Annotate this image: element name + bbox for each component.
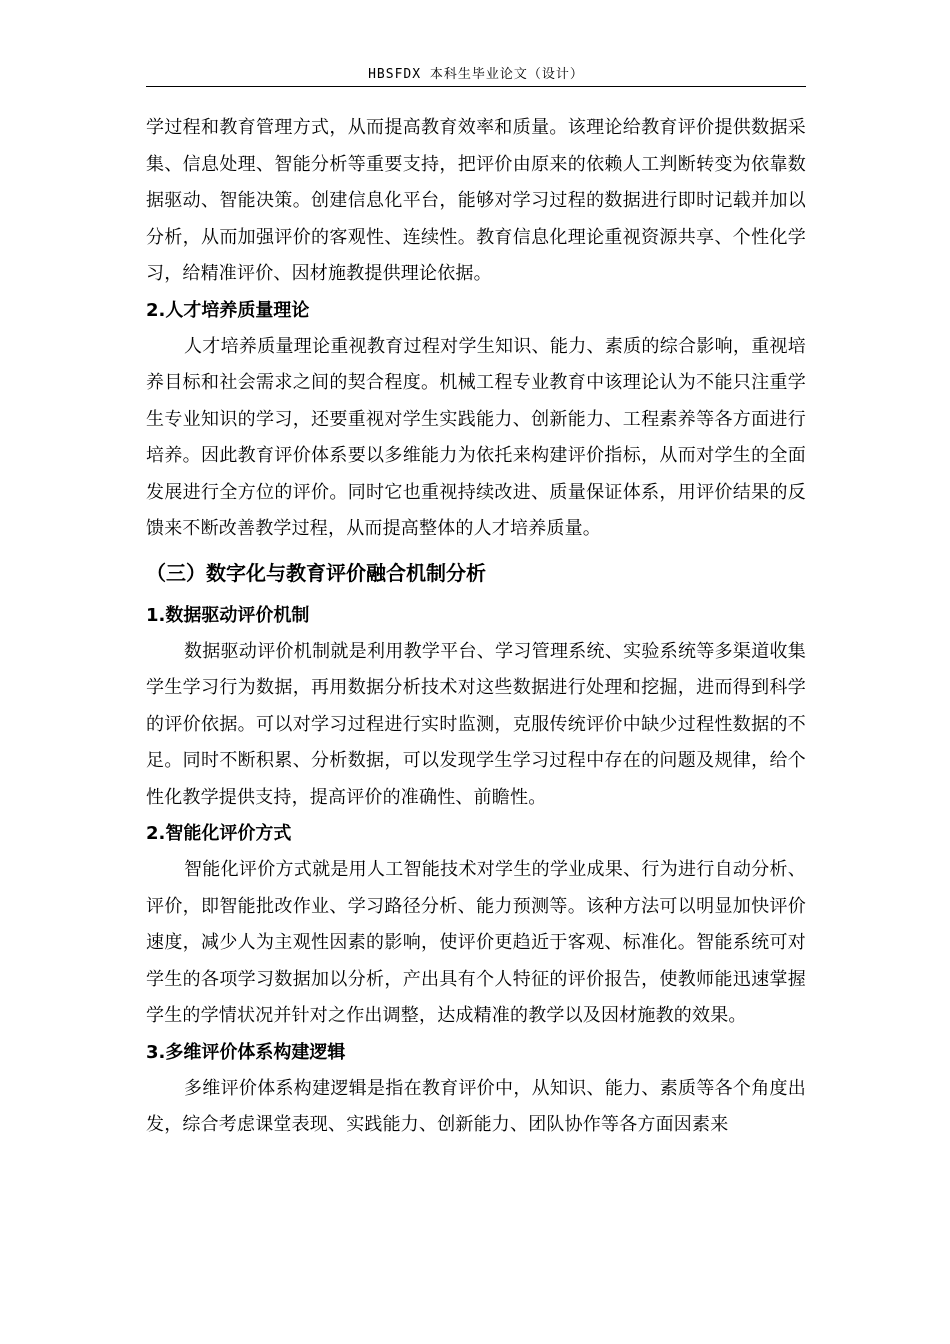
heading-smart-evaluation: 2.智能化评价方式 [146,823,292,844]
paragraph-talent-quality: 人才培养质量理论重视教育过程对学生知识、能力、素质的综合影响，重视培养目标和社会需求之间的契合程度。机械工程专业教育中该理论认为不能只注重学生专业知识的学习，还要重视对学生实践能力、创新能力、工程素养等各方面进行培养。因此教育评价体系要以多维能力为依托来构建评价指标，从而对学生的全面发展进行全方位的评价。同时它也重视持续改进、质量保证体系，用评价结果的反馈来不断改善教学过程，从而提高整体的人才培养质量。 [146,335,806,539]
heading-section-3: （三）数字化与教育评价融合机制分析 [146,560,486,585]
paragraph-smart-evaluation: 智能化评价方式就是用人工智能技术对学生的学业成果、行为进行自动分析、评价，即智能批改作业、学习路径分析、能力预测等。该种方法可以明显加快评价速度，减少人为主观性因素的影响，使评价更趋近于客观、标准化。智能系统可对学生的各项学习数据加以分析，产出具有个人特征的评价报告，使教师能迅速掌握学生的学情状况并针对之作出调整，达成精准的教学以及因材施教的效果。 [146,859,806,1026]
header-rule [146,86,806,87]
paragraph-data-driven: 数据驱动评价机制就是利用教学平台、学习管理系统、实验系统等多渠道收集学生学习行为数据，再用数据分析技术对这些数据进行处理和挖掘，进而得到科学的评价依据。可以对学习过程进行实时监测，克服传统评价中缺少过程性数据的不足。同时不断积累、分析数据，可以发现学生学习过程中存在的问题及规律，给个性化教学提供支持，提高评价的准确性、前瞻性。 [146,640,806,808]
heading-data-driven: 1.数据驱动评价机制 [146,604,310,626]
paragraph-info-theory: 学过程和教育管理方式，从而提高教育效率和质量。该理论给教育评价提供数据采集、信息处理、智能分析等重要支持，把评价由原来的依赖人工判断转变为依靠数据驱动、智能决策。创建信息化平台，能够对学习过程的数据进行即时记载并加以分析，从而加强评价的客观性、连续性。教育信息化理论重视资源共享、个性化学习，给精准评价、因材施教提供理论依据。 [146,117,806,284]
heading-talent-quality-theory: 2.人才培养质量理论 [146,299,310,321]
running-header: HBSFDX 本科生毕业论文（设计） [368,67,584,82]
paragraph-multi-dimension: 多维评价体系构建逻辑是指在教育评价中，从知识、能力、素质等各个角度出发，综合考虑课堂表现、实践能力、创新能力、团队协作等各方面因素来 [146,1077,806,1135]
page-body [146,110,806,1144]
heading-multi-dimension: 3.多维评价体系构建逻辑 [146,1041,346,1063]
